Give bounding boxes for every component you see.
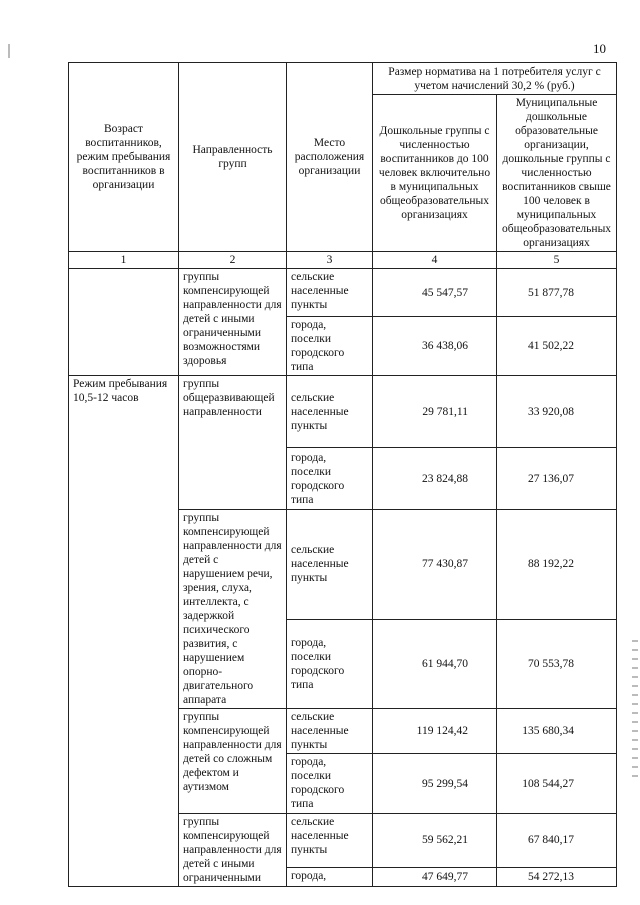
scan-mark <box>8 44 10 58</box>
location-rural: сельские населенные пункты <box>287 510 373 620</box>
value-cell: 59 562,21 <box>373 814 497 868</box>
norm-table <box>68 62 617 887</box>
value-cell: 54 272,13 <box>497 867 617 886</box>
group-limited-health: группы компенсирующей направленности для детей с иными ограниченными возможностями здоровья <box>179 269 287 376</box>
value-cell: 70 553,78 <box>497 619 617 708</box>
value-cell: 119 124,42 <box>373 709 497 754</box>
value-cell: 27 136,07 <box>497 448 617 510</box>
value-cell: 67 840,17 <box>497 814 617 868</box>
value-cell: 45 547,57 <box>373 269 497 317</box>
header-small-groups: Дошкольные группы с численностью воспитанников до 100 человек включительно в муниципальных общеобразовательных организациях <box>373 95 497 252</box>
value-cell: 88 192,22 <box>497 510 617 620</box>
col-number-2: 2 <box>179 252 287 269</box>
group-general: группы общеразвивающей направленности <box>179 376 287 510</box>
header-location: Место расположения организации <box>287 63 373 252</box>
location-rural: сельские населенные пункты <box>287 269 373 317</box>
header-age-mode: Возраст воспитанников, режим пребывания воспитанников в организации <box>69 63 179 252</box>
group-speech-vision: группы компенсирующей направленности для детей с нарушением речи, зрения, слуха, интеллекта, с задержкой психического развития, с нарушением опорно-двигательного аппарата <box>179 510 287 709</box>
value-cell: 77 430,87 <box>373 510 497 620</box>
location-rural: сельские населенные пункты <box>287 376 373 448</box>
age-cell-empty <box>69 269 179 376</box>
value-cell: 33 920,08 <box>497 376 617 448</box>
location-urban: города, поселки городского типа <box>287 317 373 376</box>
col-number-5: 5 <box>497 252 617 269</box>
col-number-4: 4 <box>373 252 497 269</box>
value-cell: 61 944,70 <box>373 619 497 708</box>
value-cell: 108 544,27 <box>497 754 617 814</box>
location-rural: сельские населенные пункты <box>287 709 373 754</box>
header-large-organizations: Муниципальные дошкольные образовательные организации, дошкольные группы с численностью воспитанников свыше 100 человек в муниципальных общеобразовательных организациях <box>497 95 617 252</box>
group-limited-health: группы компенсирующей направленности для детей с иными ограниченными <box>179 814 287 887</box>
header-norm-size: Размер норматива на 1 потребителя услуг с учетом начислений 30,2 % (руб.) <box>373 63 617 95</box>
col-number-3: 3 <box>287 252 373 269</box>
value-cell: 36 438,06 <box>373 317 497 376</box>
value-cell: 51 877,78 <box>497 269 617 317</box>
col-number-1: 1 <box>69 252 179 269</box>
value-cell: 23 824,88 <box>373 448 497 510</box>
page-number: 10 <box>593 41 606 56</box>
location-urban: города, <box>287 867 373 886</box>
value-cell: 95 299,54 <box>373 754 497 814</box>
location-urban: города, поселки городского типа <box>287 754 373 814</box>
header-group-type: Направленность групп <box>179 63 287 252</box>
scan-edge-marks <box>632 640 638 780</box>
value-cell: 47 649,77 <box>373 867 497 886</box>
location-urban: города, поселки городского типа <box>287 448 373 510</box>
group-complex-defect: группы компенсирующей направленности для детей со сложным дефектом и аутизмом <box>179 709 287 814</box>
location-urban: города, поселки городского типа <box>287 619 373 708</box>
mode-label: Режим пребывания 10,5-12 часов <box>69 376 179 887</box>
value-cell: 29 781,11 <box>373 376 497 448</box>
value-cell: 41 502,22 <box>497 317 617 376</box>
location-rural: сельские населенные пункты <box>287 814 373 868</box>
value-cell: 135 680,34 <box>497 709 617 754</box>
